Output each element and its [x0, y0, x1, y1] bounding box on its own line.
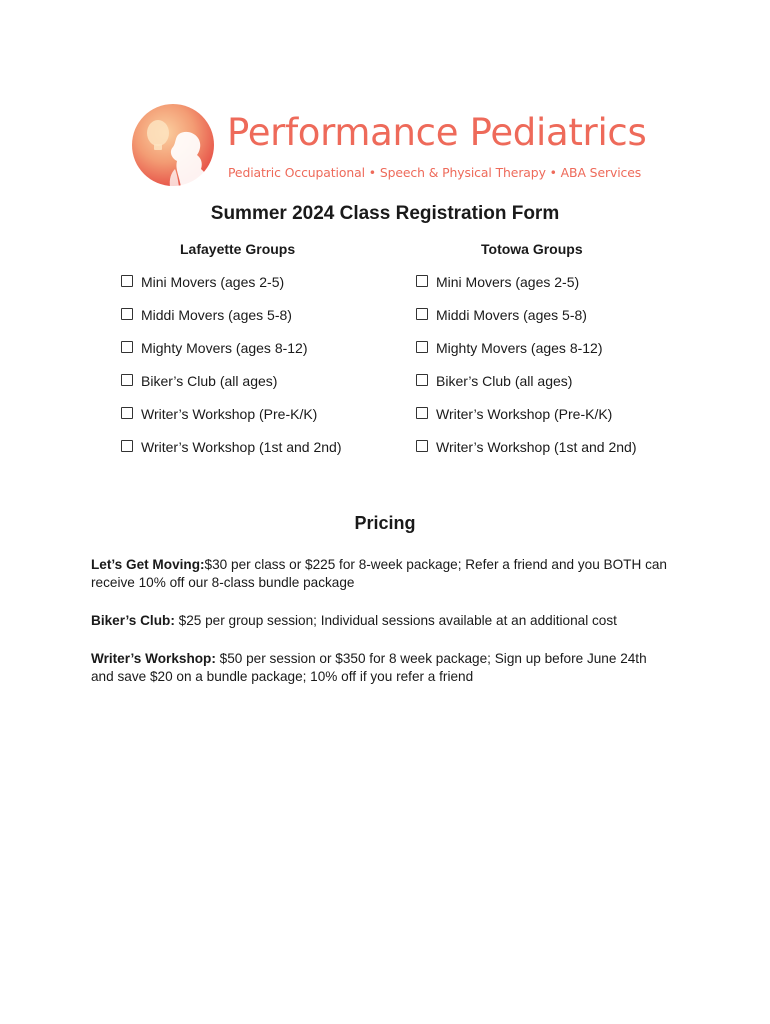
option-totowa-mini-movers	[416, 273, 706, 306]
pricing-title: Pricing	[354, 513, 416, 533]
checkbox[interactable]	[121, 308, 133, 320]
option-label: Mighty Movers (ages 8-12)	[141, 340, 308, 356]
brand-tagline: Pediatric Occupational • Speech & Physical Therapy • ABA Services	[228, 165, 642, 180]
option-label: Biker’s Club (all ages)	[436, 373, 573, 389]
option-lafayette-middi-movers	[121, 306, 411, 339]
checkbox[interactable]	[416, 407, 428, 419]
brand-name: Performance Pediatrics	[227, 111, 647, 154]
option-label: Middi Movers (ages 5-8)	[436, 307, 587, 323]
option-label: Mini Movers (ages 2-5)	[436, 274, 580, 290]
checkbox[interactable]	[416, 308, 428, 320]
option-label: Mini Movers (ages 2-5)	[141, 274, 285, 290]
option-lafayette-writers-workshop-prek	[121, 405, 411, 438]
option-totowa-middi-movers	[416, 306, 706, 339]
option-lafayette-bikers-club	[121, 372, 411, 405]
totowa-options	[416, 273, 706, 471]
pricing-label: Biker’s Club:	[91, 613, 175, 628]
option-lafayette-mighty-movers	[121, 339, 411, 372]
checkbox[interactable]	[416, 341, 428, 353]
lafayette-options	[121, 273, 411, 471]
option-label: Writer’s Workshop (1st and 2nd)	[436, 439, 637, 455]
option-label: Writer’s Workshop (Pre-K/K)	[436, 406, 613, 422]
brand-logo	[131, 103, 647, 189]
option-label: Writer’s Workshop (1st and 2nd)	[141, 439, 342, 455]
checkbox[interactable]	[416, 440, 428, 452]
option-totowa-mighty-movers	[416, 339, 706, 372]
option-label: Writer’s Workshop (Pre-K/K)	[141, 406, 318, 422]
option-label: Biker’s Club (all ages)	[141, 373, 278, 389]
pricing-bikers-club	[91, 612, 691, 630]
option-lafayette-mini-movers	[121, 273, 411, 306]
pricing-text-line2: receive 10% off our 8-class bundle package	[91, 575, 355, 590]
child-silhouette-lightbulb-icon	[131, 103, 215, 187]
checkbox[interactable]	[121, 407, 133, 419]
option-lafayette-writers-workshop-1st-2nd	[121, 438, 411, 471]
pricing-text-line1: $30 per class or $225 for 8-week package; Refer a friend and you BOTH can	[204, 557, 667, 572]
option-totowa-writers-workshop-1st-2nd	[416, 438, 706, 471]
checkbox[interactable]	[416, 374, 428, 386]
checkbox[interactable]	[121, 341, 133, 353]
pricing-writers-workshop	[91, 650, 691, 686]
checkbox[interactable]	[121, 275, 133, 287]
checkbox[interactable]	[121, 374, 133, 386]
pricing-label: Writer’s Workshop:	[91, 651, 216, 666]
checkbox[interactable]	[416, 275, 428, 287]
option-totowa-bikers-club	[416, 372, 706, 405]
option-label: Middi Movers (ages 5-8)	[141, 307, 292, 323]
form-title: Summer 2024 Class Registration Form	[210, 203, 560, 224]
option-totowa-writers-workshop-prek	[416, 405, 706, 438]
lafayette-groups-heading: Lafayette Groups	[180, 241, 296, 257]
totowa-groups-heading: Totowa Groups	[481, 241, 583, 257]
pricing-label: Let’s Get Moving:	[91, 557, 205, 572]
pricing-text-line2: and save $20 on a bundle package; 10% off if you refer a friend	[91, 669, 474, 684]
pricing-text-line1: $25 per group session; Individual sessions available at an additional cost	[174, 613, 617, 628]
pricing-lets-get-moving	[91, 556, 691, 592]
checkbox[interactable]	[121, 440, 133, 452]
option-label: Mighty Movers (ages 8-12)	[436, 340, 603, 356]
pricing-text-line1: $50 per session or $350 for 8 week package; Sign up before June 24th	[215, 651, 647, 666]
